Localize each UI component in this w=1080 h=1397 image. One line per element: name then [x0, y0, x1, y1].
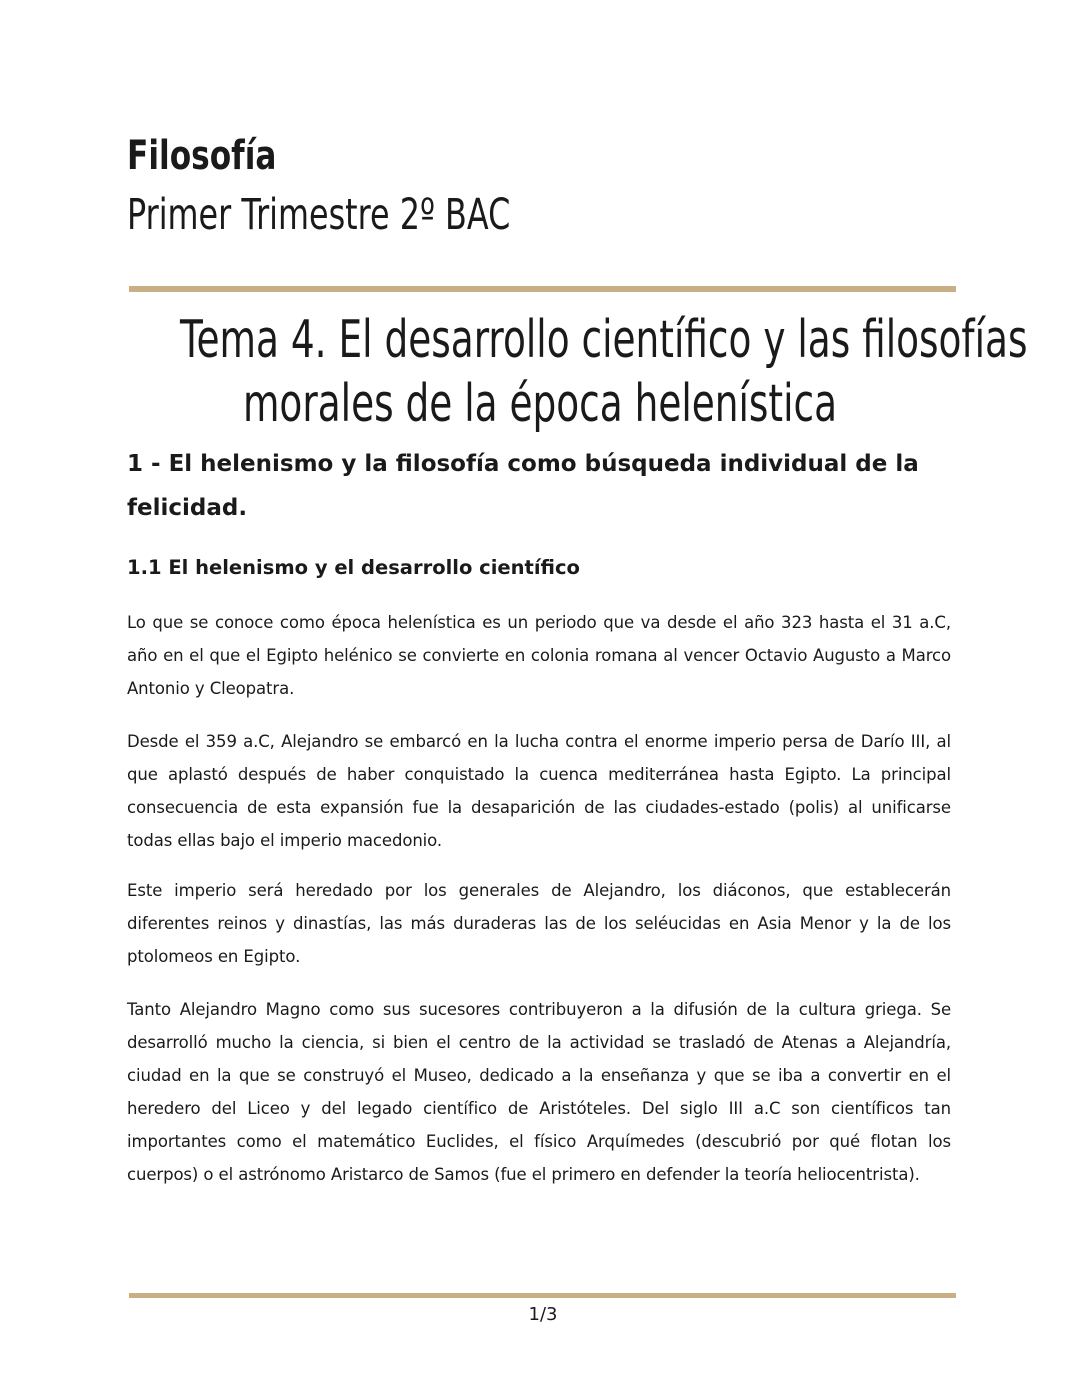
section-heading: 1 - El helenismo y la filosofía como búsqueda individual de la felicidad. [127, 451, 919, 521]
subsection-heading: 1.1 El helenismo y el desarrollo científico [127, 556, 580, 579]
document-subject: Filosofía [127, 133, 277, 179]
theme-title-line-1: Tema 4. El desarrollo científico y las filosofías [180, 310, 1028, 370]
paragraph-science-development: Tanto Alejandro Magno como sus sucesores contribuyeron a la difusión de la cultura griega. Se desarrolló mucho la ciencia, si bien el centro de la actividad se trasladó de Atenas a Alejandría, ciudad en la que se construyó el Museo, dedicado a la enseñanza y que se iba a convertir en el heredero del Liceo y del legado científico de Aristóteles. Del siglo III a.C son científicos tan importantes como el matemático Euclides, el físico Arquímedes (descubrió por qué flotan los cuerpos) o el astrónomo Aristarco de Samos (fue el primero en defender la teoría heliocentrista). [127, 1000, 951, 1184]
document-term: Primer Trimestre 2º BAC [127, 190, 511, 240]
footer-divider [129, 1293, 956, 1298]
paragraph-alexander-conquest: Desde el 359 a.C, Alejandro se embarcó en la lucha contra el enorme imperio persa de Darío III, al que aplastó después de haber conquistado la cuenca mediterránea hasta Egipto. La principal consecuencia de esta expansión fue la desaparición de las ciudades-estado (polis) al unificarse todas ellas bajo el imperio macedonio. [127, 732, 951, 850]
header-divider [129, 286, 956, 292]
page-number: 1/3 [528, 1304, 558, 1325]
paragraph-hellenistic-period: Lo que se conoce como época helenística es un periodo que va desde el año 323 hasta el 31 a.C, año en el que el Egipto helénico se convierte en colonia romana al vencer Octavio Augusto a Marco Antonio y Cleopatra. [127, 613, 951, 698]
theme-title [40, 308, 1040, 436]
paragraph-empire-inheritance: Este imperio será heredado por los generales de Alejandro, los diáconos, que establecerán diferentes reinos y dinastías, las más duraderas las de los seléucidas en Asia Menor y la de los ptolomeos en Egipto. [127, 881, 951, 966]
theme-title-line-2: morales de la época helenística [242, 374, 838, 434]
